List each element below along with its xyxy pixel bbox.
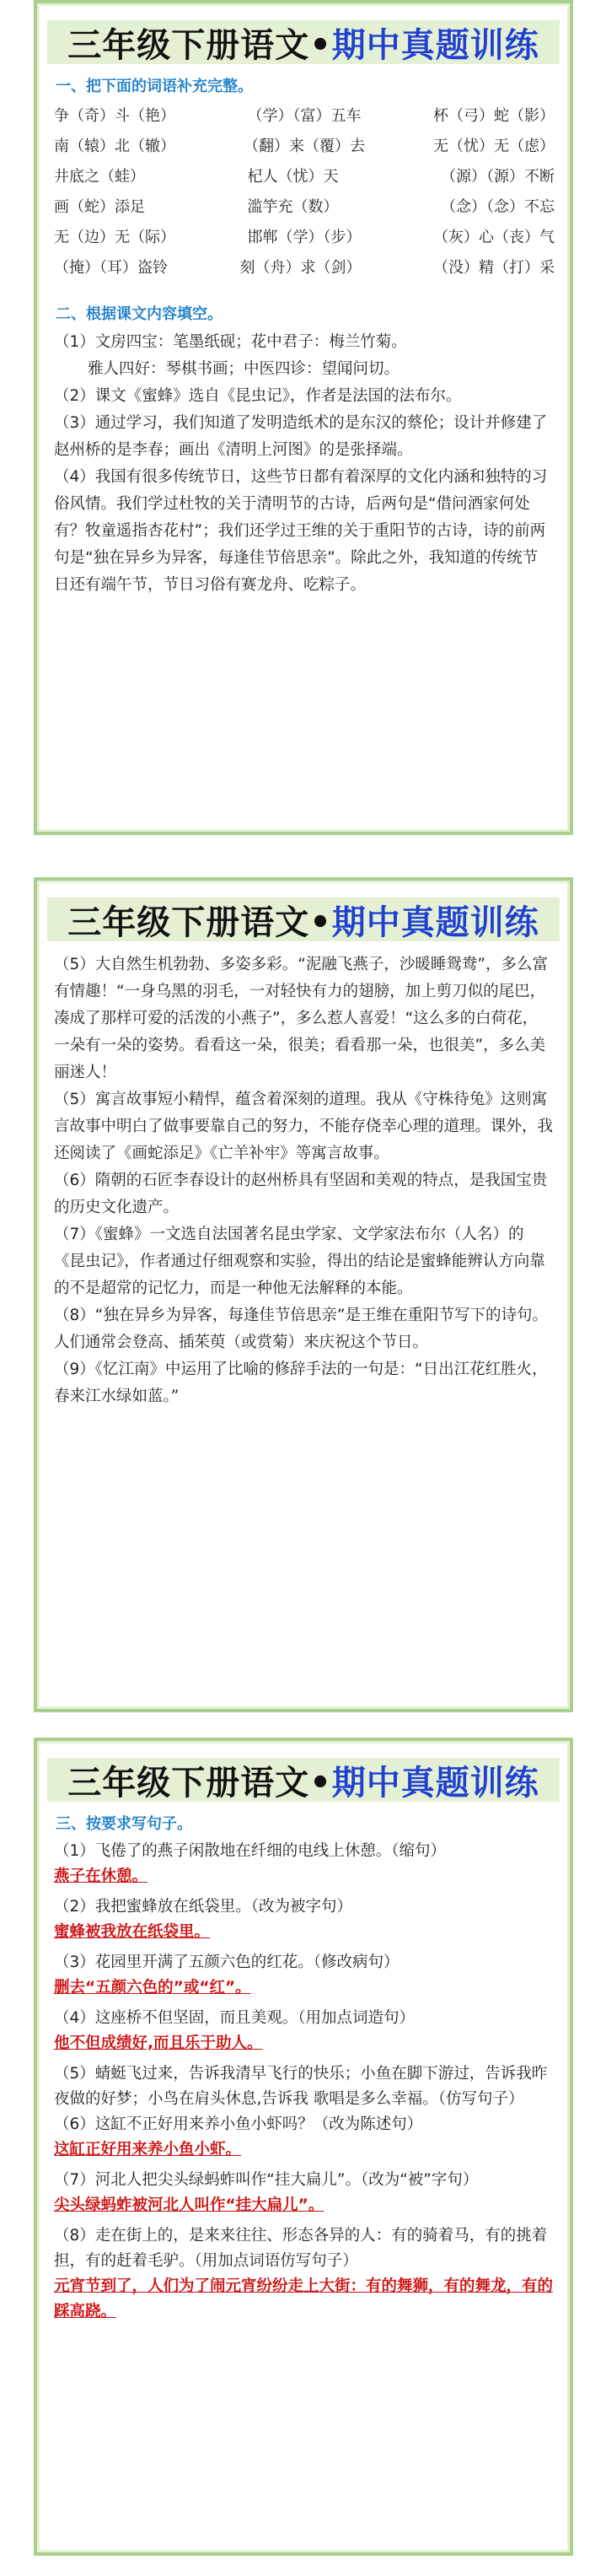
answer: 元宵节到了，人们为了闹元宵纷纷走上大街：有的舞狮，有的舞龙，有的踩高跷。 <box>54 2277 554 2320</box>
title-highlight: 期中真题训练 <box>331 903 539 942</box>
idiom-row <box>37 132 570 162</box>
idiom-cell: 滥竽充（数） <box>247 198 339 216</box>
paragraph: （9）《忆江南》中运用了比喻的修辞手法的一句是：“日出江花红胜火，春来江水绿如蓝。” <box>54 1361 548 1405</box>
paragraph: （2）课文《蜜蜂》选自《昆虫记》，作者是法国的法布尔。 <box>54 387 462 405</box>
title-text: 三年级下册语文• <box>67 903 332 942</box>
paragraph: （5）寓言故事短小精悍，蕴含着深刻的道理。我从《守株待兔》这则寓言故事中明白了做事要靠自己的努力，不能存侥幸心理的道理。课外，我还阅读了《画蛇添足》《亡羊补牢》等寓言故事。 <box>54 1091 554 1162</box>
paragraph: （6）隋朝的石匠李春设计的赵州桥具有坚固和美观的特点，是我国宝贵的历史文化遗产。 <box>54 1172 548 1216</box>
section-heading: 三、按要求写句子。 <box>56 1815 192 1833</box>
idiom-cell: （没）精（打）采 <box>433 259 555 277</box>
question: （2）我把蜜蜂放在纸袋里。（改为被字句） <box>54 1898 353 1916</box>
title-highlight: 期中真题训练 <box>331 25 539 65</box>
idiom-cell: （掩）（耳）盗铃 <box>54 259 168 277</box>
paragraph: （3）通过学习，我们知道了发明造纸术的是东汉的蔡伦；设计并修建了赵州桥的是李春；画出《清明上河图》的是张择端。 <box>54 414 548 459</box>
idiom-cell: 南（辕）北（辙） <box>54 137 175 155</box>
card-1 <box>34 0 573 835</box>
paragraph: （5）大自然生机勃勃、多姿多彩。“泥融飞燕子，沙暖睡鸳鸯”，多么富有情趣！“一身乌黑的羽毛，一对轻快有力的翅膀，加上剪刀似的尾巴，凑成了那样可爱的活泼的小燕子”，多么惹人喜爱！“这么多的白荷花，一朵有一朵的姿势。看看这一朵，很美；看看那一朵，也很美”，多么美丽迷人！ <box>54 956 548 1081</box>
section-heading: 一、把下面的词语补充完整。 <box>56 78 253 95</box>
paragraph: （1）文房四宝：笔墨纸砚；花中君子：梅兰竹菊。 <box>54 333 407 351</box>
answer: 尖头绿蚂蚱被河北人叫作“挂大扁儿”。 <box>54 2196 324 2214</box>
card-3 <box>34 1738 573 2556</box>
question: （5）蜻蜓飞过来，告诉我清早飞行的快乐；小鱼在脚下游过，告诉我昨夜做的好梦；小鸟在肩头休息,告诉我 歌唱是多么幸福。（仿写句子） <box>54 2065 548 2108</box>
idiom-cell: 无（边）无（际） <box>54 229 175 246</box>
idiom-cell: 刻（舟）求（剑） <box>239 259 362 277</box>
idiom-cell: 杯（弓）蛇（影） <box>433 107 555 125</box>
idiom-cell: （学）（富）五车 <box>247 107 362 125</box>
answer: 燕子在休憩。 <box>54 1867 148 1885</box>
idiom-cell: 无（忧）无（虑） <box>433 137 555 155</box>
answer: 蜜蜂被我放在纸袋里。 <box>54 1923 211 1941</box>
section-heading: 二、根据课文内容填空。 <box>56 305 223 323</box>
title-text: 三年级下册语文• <box>67 1763 332 1803</box>
question-list <box>37 1839 570 2325</box>
question: （8）走在街上的，是来来往往、形态各异的人：有的骑着马，有的挑着担，有的赶着毛驴。（用加点词语仿写句子） <box>54 2227 548 2270</box>
question: （4）这座桥不但坚固，而且美观。（用加点词造句） <box>54 2009 416 2027</box>
question: （6）这缸不正好用来养小鱼小虾吗？（改为陈述句） <box>54 2115 423 2133</box>
idiom-row <box>37 192 570 223</box>
card-title <box>47 897 560 941</box>
answer: 这缸正好用来养小鱼小虾。 <box>54 2141 242 2158</box>
title-text: 三年级下册语文• <box>67 25 332 65</box>
question: （7）河北人把尖头绿蚂蚱叫作“挂大扁儿”。（改为“被”字句） <box>54 2171 479 2189</box>
idiom-row <box>37 162 570 192</box>
question: （1）飞倦了的燕子闲散地在纤细的电线上休憩。（缩句） <box>54 1842 447 1860</box>
idiom-cell: （源）（源）不断 <box>441 168 555 186</box>
idiom-cell: （念）（念）不忘 <box>441 198 555 216</box>
paragraph: （8）“独在异乡为异客，每逢佳节倍思亲”是王维在重阳节写下的诗句。人们通常会登高、插茱萸（或赏菊）来庆祝这个节日。 <box>54 1307 548 1351</box>
title-highlight: 期中真题训练 <box>331 1763 539 1803</box>
idiom-cell: 争（奇）斗（艳） <box>54 107 175 125</box>
paragraph: 雅人四好：琴棋书画；中医四诊：望闻问切。 <box>88 360 400 378</box>
paragraph: （4）我国有很多传统节日，这些节日都有着深厚的文化内涵和独特的习俗风情。我们学过杜牧的关于清明节的古诗，后两句是“借问酒家何处有？牧童遥指杏花村”；我们还学过王维的关于重阳节的古诗，诗的前两句是“独在异乡为异客，每逢佳节倍思亲”。除此之外，我知道的传统节日还有端午节，节日习俗有赛龙舟、吃粽子。 <box>54 468 548 594</box>
idiom-grid <box>37 101 570 283</box>
idiom-cell: （翻）来（覆）去 <box>244 137 365 155</box>
question: （3）花园里开满了五颜六色的红花。（修改病句） <box>54 1954 400 1971</box>
answer: 他不但成绩好,而且乐于助人。 <box>54 2034 263 2052</box>
card-title <box>47 1758 560 1802</box>
idiom-cell: （灰）心（丧）气 <box>433 229 555 246</box>
idiom-cell: 邯郸（学）（步） <box>247 229 362 246</box>
idiom-row <box>37 101 570 132</box>
idiom-cell: 杞人（忧）天 <box>247 168 339 186</box>
idiom-row <box>37 253 570 283</box>
idiom-row <box>37 223 570 253</box>
card-title <box>47 20 560 64</box>
paragraph: （7）《蜜蜂》一文选自法国著名昆虫学家、文学家法布尔（人名）的《昆虫记》，作者通过仔细观察和实验，得出的结论是蜜蜂能辨认方向靠的不是超常的记忆力，而是一种他无法解释的本能。 <box>54 1226 545 1297</box>
answer: 删去“五颜六色的”或“红”。 <box>54 1979 251 1997</box>
idiom-cell: 井底之（蛙） <box>54 168 145 186</box>
card-2 <box>34 877 573 1712</box>
idiom-cell: 画（蛇）添足 <box>54 198 145 216</box>
